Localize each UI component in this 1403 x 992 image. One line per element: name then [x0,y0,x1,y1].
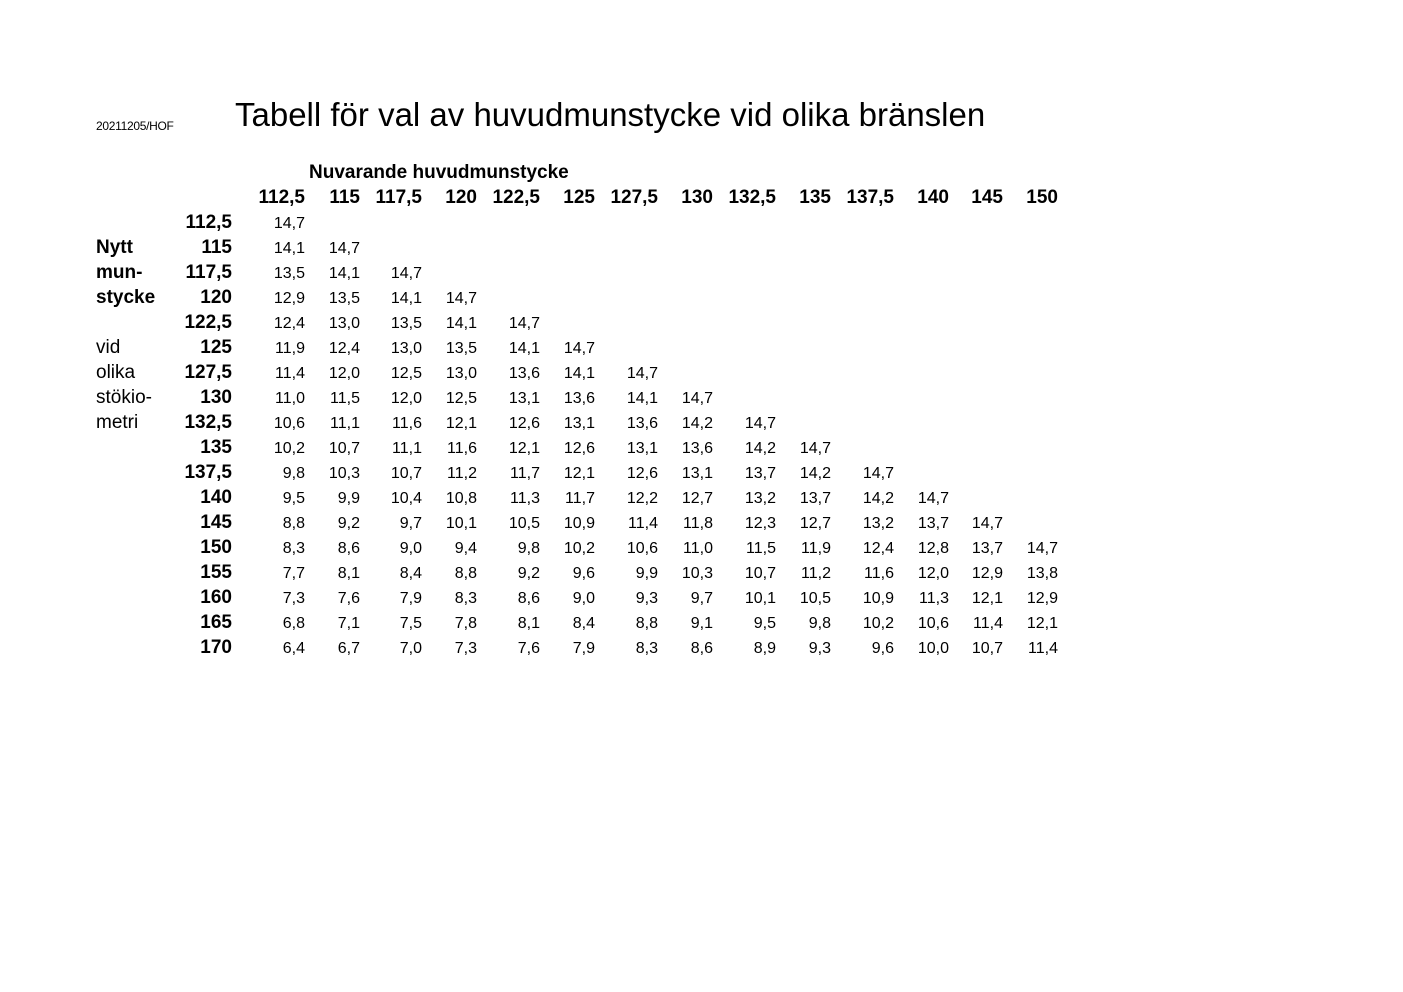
table-cell: 10,2 [563,540,595,557]
row-header: 160 [200,587,232,608]
table-cell: 12,1 [563,465,595,482]
table-cell: 9,6 [572,565,595,582]
table-cell: 9,5 [753,615,776,632]
table-cell: 10,4 [390,490,422,507]
column-header: 112,5 [258,187,305,208]
table-cell: 11,2 [447,465,477,482]
table-cell: 13,2 [862,515,894,532]
table-cell: 12,7 [681,490,713,507]
table-cell: 13,0 [390,340,422,357]
table-cell: 13,1 [626,440,658,457]
row-group-label: olika [96,362,136,383]
table-cell: 14,7 [744,415,776,432]
table-cell: 9,7 [399,515,422,532]
table-cell: 8,8 [635,615,658,632]
row-header: 155 [200,562,232,583]
table-cell: 9,0 [399,540,422,557]
table-cell: 14,7 [445,290,477,307]
table-cell: 6,4 [282,640,305,657]
column-header: 140 [917,187,949,208]
table-cell: 9,8 [282,465,305,482]
table-cell: 7,5 [399,615,422,632]
row-header: 115 [201,237,232,258]
column-header: 120 [445,187,477,208]
table-cell: 12,6 [563,440,595,457]
column-header: 150 [1026,187,1058,208]
table-cell: 14,2 [799,465,831,482]
table-cell: 9,4 [454,540,477,557]
table-cell: 8,4 [572,615,595,632]
table-cell: 7,1 [337,615,360,632]
table-cell: 13,6 [563,390,595,407]
table-cell: 11,6 [447,440,477,457]
table-cell: 13,1 [563,415,595,432]
row-header: 130 [200,387,232,408]
table-cell: 11,0 [683,540,713,557]
table-cell: 14,7 [390,265,422,282]
table-cell: 6,8 [282,615,305,632]
table-cell: 7,9 [572,640,595,657]
row-group-label: mun- [96,262,143,283]
table-cell: 11,4 [628,515,658,532]
row-header: 165 [200,612,232,633]
table-cell: 8,8 [454,565,477,582]
table-cell: 12,9 [1026,590,1058,607]
table-cell: 12,0 [390,390,422,407]
table-cell: 14,7 [328,240,360,257]
table-cell: 10,7 [744,565,776,582]
column-header: 145 [971,187,1003,208]
table-cell: 10,7 [390,465,422,482]
table-cell: 13,6 [626,415,658,432]
table-cell: 14,7 [862,465,894,482]
table-cell: 14,7 [681,390,713,407]
table-cell: 13,6 [508,365,540,382]
table-cell: 10,5 [508,515,540,532]
table-cell: 8,6 [337,540,360,557]
table-cell: 13,7 [744,465,776,482]
table-cell: 7,6 [337,590,360,607]
table-cell: 11,1 [392,440,422,457]
table-cell: 11,7 [565,490,595,507]
table-cell: 14,1 [273,240,305,257]
table-cell: 11,3 [510,490,540,507]
table-cell: 10,2 [862,615,894,632]
column-header: 115 [329,187,360,208]
table-cell: 10,8 [445,490,477,507]
column-header: 130 [681,187,713,208]
table-cell: 9,8 [517,540,540,557]
table-cell: 11,3 [919,590,949,607]
table-cell: 10,1 [445,515,477,532]
table-cell: 9,3 [635,590,658,607]
table-cell: 13,0 [328,315,360,332]
table-cell: 11,7 [510,465,540,482]
table-cell: 13,5 [328,290,360,307]
row-group-label: metri [96,412,139,433]
table-cell: 11,6 [864,565,894,582]
row-header: 135 [200,437,232,458]
table-cell: 7,6 [517,640,540,657]
table-cell: 14,1 [390,290,422,307]
table-cell: 12,7 [799,515,831,532]
table-cell: 10,6 [626,540,658,557]
table-cell: 7,8 [454,615,477,632]
table-cell: 13,7 [917,515,949,532]
table-cell: 7,0 [399,640,422,657]
table-cell: 11,0 [275,390,305,407]
column-group-label: Nuvarande huvudmunstycke [309,162,569,183]
table-cell: 7,3 [282,590,305,607]
table-cell: 14,7 [626,365,658,382]
table-cell: 11,5 [330,390,360,407]
table-cell: 13,1 [508,390,540,407]
table-cell: 11,4 [1028,640,1058,657]
column-header: 135 [799,187,831,208]
table-cell: 7,3 [454,640,477,657]
table-cell: 6,7 [337,640,360,657]
table-cell: 10,0 [917,640,949,657]
row-group-label: stökio- [96,387,152,408]
table-cell: 10,2 [273,440,305,457]
row-header: 125 [200,337,232,358]
table-cell: 14,1 [508,340,540,357]
table-cell: 13,8 [1026,565,1058,582]
row-header: 145 [200,512,232,533]
table-cell: 14,1 [445,315,477,332]
table-cell: 13,7 [799,490,831,507]
row-header: 132,5 [184,412,232,433]
table-cell: 14,2 [862,490,894,507]
table-cell: 11,5 [746,540,776,557]
row-header: 122,5 [184,312,232,333]
table-cell: 10,6 [917,615,949,632]
column-header: 117,5 [375,187,422,208]
table-cell: 13,2 [744,490,776,507]
table-cell: 11,2 [801,565,831,582]
table-cell: 14,2 [744,440,776,457]
row-header: 117,5 [185,262,232,283]
table-cell: 10,1 [744,590,776,607]
column-header: 125 [563,187,595,208]
table-cell: 14,7 [273,215,305,232]
table-cell: 11,4 [275,365,305,382]
table-cell: 9,2 [337,515,360,532]
table-cell: 8,3 [635,640,658,657]
row-header: 150 [200,537,232,558]
table-cell: 8,1 [337,565,360,582]
table-cell: 14,7 [917,490,949,507]
table-cell: 13,0 [445,365,477,382]
table-cell: 12,6 [626,465,658,482]
page-title: Tabell för val av huvudmunstycke vid olika bränslen [235,96,986,133]
table-cell: 8,8 [282,515,305,532]
row-group-label: stycke [96,287,156,308]
table-cell: 12,0 [328,365,360,382]
row-header: 127,5 [184,362,232,383]
table-cell: 8,3 [282,540,305,557]
table-cell: 12,4 [862,540,894,557]
table-cell: 9,9 [635,565,658,582]
table-cell: 14,1 [563,365,595,382]
table-cell: 9,8 [808,615,831,632]
column-header: 137,5 [846,187,894,208]
table-cell: 14,7 [1026,540,1058,557]
row-header: 170 [200,637,232,658]
table-cell: 10,6 [273,415,305,432]
table-cell: 12,4 [273,315,305,332]
table-cell: 14,1 [328,265,360,282]
table-cell: 9,1 [690,615,713,632]
row-header: 137,5 [184,462,232,483]
table-cell: 14,1 [626,390,658,407]
table-cell: 12,9 [971,565,1003,582]
table-cell: 11,6 [392,415,422,432]
table-cell: 9,0 [572,590,595,607]
table-cell: 12,3 [744,515,776,532]
table-cell: 9,6 [871,640,894,657]
table-cell: 12,5 [390,365,422,382]
table-cell: 9,9 [337,490,360,507]
table-cell: 7,9 [399,590,422,607]
table-cell: 10,9 [563,515,595,532]
column-header: 127,5 [610,187,658,208]
row-group-label: vid [96,337,121,358]
table-cell: 12,1 [1026,615,1058,632]
table-cell: 10,3 [328,465,360,482]
table-cell: 13,6 [681,440,713,457]
table-cell: 12,8 [917,540,949,557]
table-cell: 12,1 [445,415,477,432]
table-cell: 8,6 [517,590,540,607]
table-cell: 11,8 [683,515,713,532]
row-header: 140 [200,487,232,508]
table-cell: 14,7 [563,340,595,357]
table-cell: 14,7 [799,440,831,457]
table-cell: 12,4 [328,340,360,357]
table-cell: 14,7 [508,315,540,332]
table-cell: 12,9 [273,290,305,307]
doc-id: 20211205/HOF [96,119,174,133]
table-cell: 9,5 [282,490,305,507]
table-cell: 12,1 [971,590,1003,607]
table-cell: 9,3 [808,640,831,657]
table-cell: 8,3 [454,590,477,607]
table-cell: 8,1 [517,615,540,632]
table-cell: 9,7 [690,590,713,607]
table-cell: 11,9 [275,340,305,357]
table-cell: 10,5 [799,590,831,607]
table-cell: 8,6 [690,640,713,657]
table-cell: 7,7 [282,565,305,582]
table-cell: 13,5 [390,315,422,332]
table-cell: 13,1 [681,465,713,482]
table-cell: 10,7 [971,640,1003,657]
table-cell: 13,5 [273,265,305,282]
table-cell: 10,9 [862,590,894,607]
table-cell: 8,4 [399,565,422,582]
table-cell: 11,1 [330,415,360,432]
table-cell: 12,1 [508,440,540,457]
table-cell: 11,9 [801,540,831,557]
column-header: 122,5 [492,187,540,208]
table-cell: 14,7 [971,515,1003,532]
table-cell: 11,4 [973,615,1003,632]
table-cell: 12,2 [626,490,658,507]
table-cell: 12,6 [508,415,540,432]
row-header: 112,5 [185,212,232,233]
row-header: 120 [200,287,232,308]
row-group-label: Nytt [96,237,133,258]
column-header: 132,5 [728,187,776,208]
table-cell: 13,7 [971,540,1003,557]
table-cell: 9,2 [517,565,540,582]
table-cell: 12,5 [445,390,477,407]
table-cell: 12,0 [917,565,949,582]
table-cell: 10,3 [681,565,713,582]
table-cell: 14,2 [681,415,713,432]
table-cell: 10,7 [328,440,360,457]
table-cell: 13,5 [445,340,477,357]
table-cell: 8,9 [753,640,776,657]
